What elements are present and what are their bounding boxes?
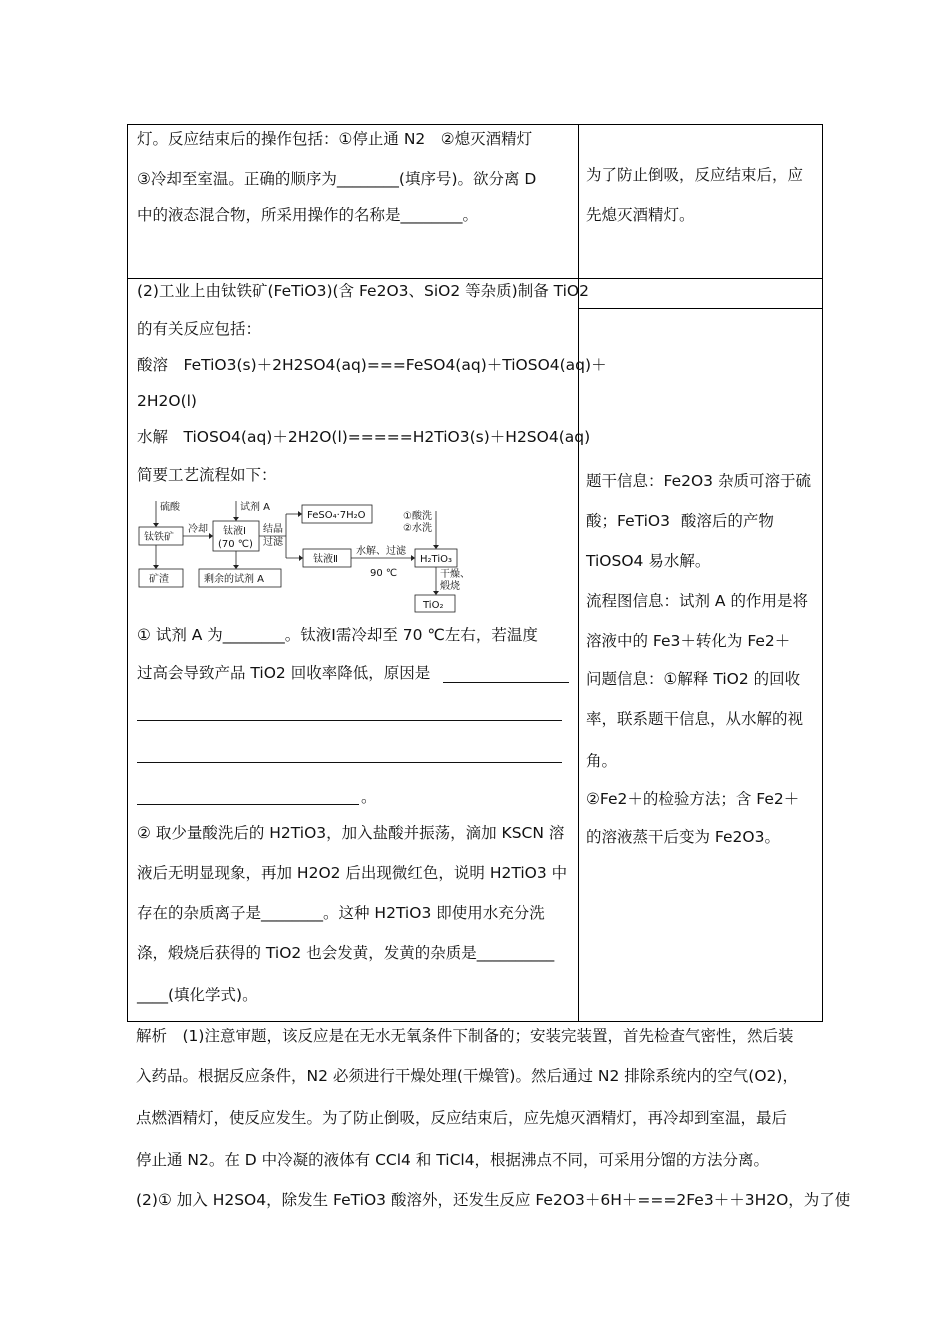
row2-left-line: 的有关反应包括：: [137, 320, 262, 338]
row2-right-line: TiOSO4 易水解。: [586, 552, 711, 570]
answer-blank: [137, 762, 562, 763]
flow-label-reagent: 试剂 A: [240, 502, 271, 513]
row2-right-line: 角。: [586, 752, 618, 770]
table-column-divider: [578, 125, 579, 1021]
analysis-line: 解析 (1)注意审题，该反应是在无水无氧条件下制备的；安装完装置，首先检查气密性，然后装: [136, 1027, 794, 1045]
row2-left-line: 2H2O(l): [137, 392, 197, 410]
flow-label-dry-b: 煅烧: [440, 581, 460, 592]
question-table: [127, 124, 823, 1022]
row2-question-line: ____(填化学式)。: [137, 986, 258, 1004]
flow-label-dry-a: 干燥、: [440, 569, 470, 580]
right-cell-divider: [578, 308, 822, 309]
row2-left-line: 水解 TiOSO4(aq)＋2H2O(l)=====H2TiO3(s)＋H2SO4(aq): [137, 428, 591, 446]
row2-left-line: 酸溶 FeTiO3(s)＋2H2SO4(aq)===FeSO4(aq)＋TiOSO4(aq)＋: [137, 356, 607, 374]
flow-box-ti2-text: 钛液Ⅱ: [313, 554, 338, 565]
row2-question-line: 液后无明显现象，再加 H2O2 后出现微红色，说明 H2TiO3 中: [137, 864, 568, 882]
row2-right-line: ②Fe2＋的检验方法；含 Fe2＋: [586, 790, 800, 808]
flow-box-feso4-text: FeSO₄·7H₂O: [307, 510, 366, 521]
process-flow-diagram: [136, 497, 470, 615]
flow-label-wash-a: ①酸洗: [403, 511, 432, 522]
flow-box-ti1-text: 钛液Ⅰ: [223, 526, 246, 537]
row2-left-line: (2)工业上由钛铁矿(FeTiO3)(含 Fe2O3、SiO2 等杂质)制备 TiO2: [137, 282, 589, 300]
row1-right-line: 为了防止倒吸，反应结束后，应: [586, 166, 804, 184]
row2-right-line: 酸；FeTiO3 酸溶后的产物: [586, 512, 774, 530]
row2-right-line: 溶液中的 Fe3＋转化为 Fe2＋: [586, 632, 791, 650]
flow-label-temp: 90 ℃: [370, 568, 398, 579]
row2-question-line: 涤，煅烧后获得的 TiO2 也会发黄，发黄的杂质是__________: [137, 944, 555, 962]
flow-label-wash-b: ②水洗: [403, 523, 432, 534]
flow-box-ore-text: 钛铁矿: [144, 532, 174, 543]
analysis-line: 入药品。根据反应条件，N2 必须进行干燥处理(干燥管)。然后通过 N2 排除系统内的空气(O2)，: [136, 1067, 798, 1085]
row2-right-line: 流程图信息：试剂 A 的作用是将: [586, 592, 808, 610]
answer-blank: [443, 682, 569, 683]
flow-box-ti1-temp-text: (70 ℃): [218, 539, 253, 550]
table-row-divider: [128, 278, 822, 279]
analysis-line: 点燃酒精灯，使反应发生。为了防止倒吸，反应结束后，应先熄灭酒精灯，再冷却到室温，最后: [136, 1109, 788, 1127]
row2-right-line: 问题信息：①解释 TiO2 的回收: [586, 670, 801, 688]
flow-box-h2tio3-text: H₂TiO₃: [420, 554, 452, 565]
row2-question-line: ② 取少量酸洗后的 H2TiO3，加入盐酸并振荡，滴加 KSCN 溶: [137, 824, 565, 842]
row1-right-line: 先熄灭酒精灯。: [586, 206, 695, 224]
analysis-line: (2)① 加入 H2SO4，除发生 FeTiO3 酸溶外，还发生反应 Fe2O3＋6H＋===2Fe3＋＋3H2O，为了使: [136, 1191, 851, 1209]
flow-box-rest-text: 剩余的试剂 A: [204, 574, 265, 585]
analysis-line: 停止通 N2。在 D 中冷凝的液体有 CCl4 和 TiCl4，根据沸点不同，可采用分馏的方法分离。: [136, 1151, 770, 1169]
flow-box-slag-text: 矿渣: [149, 574, 169, 585]
answer-blank: [137, 804, 359, 805]
answer-blank: [137, 720, 562, 721]
flow-label-cool: 冷却: [188, 524, 208, 535]
row2-question-line: 存在的杂质离子是________。这种 H2TiO3 即使用水充分洗: [137, 904, 545, 922]
row2-question-period: 。: [361, 788, 377, 806]
row2-right-line: 率，联系题干信息，从水解的视: [586, 710, 804, 728]
flow-box-tio2-text: TiO₂: [423, 600, 444, 611]
row2-question-line: ① 试剂 A 为________。钛液Ⅰ需冷却至 70 ℃左右，若温度: [137, 626, 538, 644]
row1-left-line: 中的液态混合物，所采用操作的名称是________。: [137, 206, 479, 224]
flow-label-cryst-b: 过滤: [263, 537, 283, 548]
row2-question-line: 过高会导致产品 TiO2 回收率降低，原因是: [137, 664, 431, 682]
flow-label-cryst-a: 结晶: [263, 524, 283, 535]
row2-right-line: 的溶液蒸干后变为 Fe2O3。: [586, 828, 780, 846]
flow-label-acid: 硫酸: [160, 502, 180, 513]
row2-left-line: 简要工艺流程如下：: [137, 466, 277, 484]
row1-left-line: ③冷却至室温。正确的顺序为________(填序号)。欲分离 D: [137, 170, 537, 188]
row1-left-line: 灯。反应结束后的操作包括：①停止通 N2 ②熄灭酒精灯: [137, 130, 533, 148]
flow-label-hydrolysis: 水解、过滤: [356, 546, 406, 557]
row2-right-line: 题干信息：Fe2O3 杂质可溶于硫: [586, 472, 811, 490]
